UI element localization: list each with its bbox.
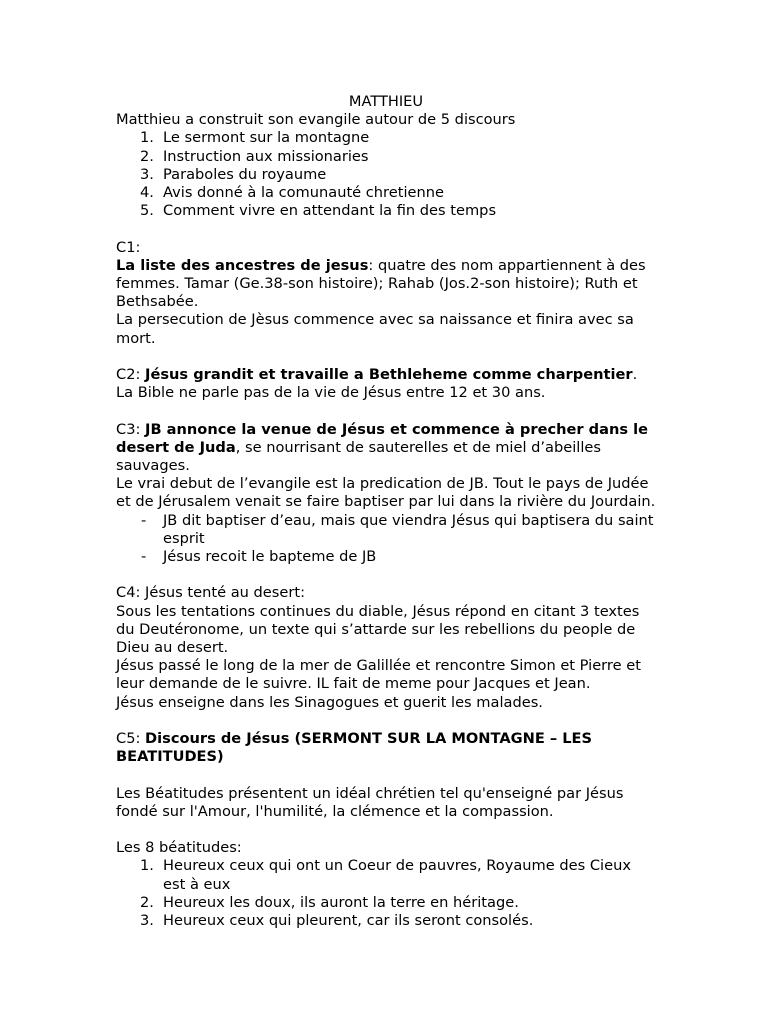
c4-paragraph-1: Sous les tentations continues du diable, Jésus répond en citant 3 textes du Deutéronome, un texte qui s’attarde sur les rebellions du people de Dieu au desert. xyxy=(116,602,640,657)
c3-paragraph xyxy=(116,421,656,476)
list-item: - JB dit baptiser d’eau, mais que viendra Jésus qui baptisera du saint esprit xyxy=(141,511,654,547)
c3-heading: JB annonce la venue de Jésus et commence à precher dans le desert de Juda xyxy=(116,420,649,456)
list-item: - Jésus recoit le bapteme de JB xyxy=(141,548,377,566)
discours-list xyxy=(116,129,656,220)
list-item: 4. Avis donné à la comunauté chretienne xyxy=(140,184,444,202)
c3-text: , se nourrisant de sauterelles et de miel d’abeilles sauvages. xyxy=(116,438,601,475)
c1-paragraph-2: La persecution de Jèsus commence avec sa naissance et finira avec sa mort. xyxy=(116,311,634,347)
c5-heading: Discours de Jésus (SERMONT SUR LA MONTAGNE – LES BEATITUDES) xyxy=(116,730,593,766)
c1-text: : quatre des nom appartiennent à des femmes. Tamar (Ge.38-son histoire); Rahab (Jos.2-son histoire); Ruth et Bethsabée. xyxy=(116,256,646,311)
c2-heading: Jésus grandit et travaille a Bethleheme comme charpentier xyxy=(145,366,633,384)
list-item: 2. Heureux les doux, ils auront la terre en héritage. xyxy=(140,893,519,911)
c4-heading: C4: Jésus tenté au desert: xyxy=(116,584,305,602)
list-item: 3. Paraboles du royaume xyxy=(140,165,327,183)
c5-paragraph xyxy=(116,730,656,766)
list-item: 5. Comment vivre en attendant la fin des temps xyxy=(140,202,497,220)
intro-text: Matthieu a construit son evangile autour de 5 discours xyxy=(116,111,516,129)
list-item: 3. Heureux ceux qui pleurent, car ils seront consolés. xyxy=(140,912,534,930)
document-title: MATTHIEU xyxy=(348,93,424,110)
beatitudes-heading: Les 8 béatitudes: xyxy=(116,839,242,857)
c4-paragraph-3: Jésus enseigne dans les Sinagogues et guerit les malades. xyxy=(116,693,543,711)
c2-paragraph xyxy=(116,366,656,402)
beatitudes-list xyxy=(116,857,656,930)
list-item: 2. Instruction aux missionaries xyxy=(140,147,369,165)
c2-label: C2: xyxy=(116,366,146,384)
c3-paragraph-2: Le vrai debut de l’evangile est la predication de JB. Tout le pays de Judée et de Jérusalem venait se faire baptiser par lui dans la rivière du Jourdain. xyxy=(116,475,656,511)
c1-paragraph xyxy=(116,257,656,312)
c3-list xyxy=(116,512,656,567)
c5-paragraph-1: Les Béatitudes présentent un idéal chrétien tel qu'enseigné par Jésus fondé sur l'Amour, l'humilité, la clémence et la compassion. xyxy=(116,784,624,820)
c1-label: C1: xyxy=(116,238,141,256)
c3-label: C3: xyxy=(116,420,146,438)
c2-text: . La Bible ne parle pas de la vie de Jésus entre 12 et 30 ans. xyxy=(116,366,638,402)
document-page xyxy=(116,93,656,930)
c1-heading: La liste des ancestres de jesus xyxy=(116,256,369,274)
list-item: 1. Heureux ceux qui ont un Coeur de pauvres, Royaume des Cieux est à eux xyxy=(140,857,631,893)
list-item: 1. Le sermont sur la montagne xyxy=(140,129,370,147)
c5-label: C5: xyxy=(116,730,146,748)
c4-paragraph-2: Jésus passé le long de la mer de Galillée et rencontre Simon et Pierre et leur demande de le suivre. IL fait de meme pour Jacques et Jean. xyxy=(116,657,641,693)
